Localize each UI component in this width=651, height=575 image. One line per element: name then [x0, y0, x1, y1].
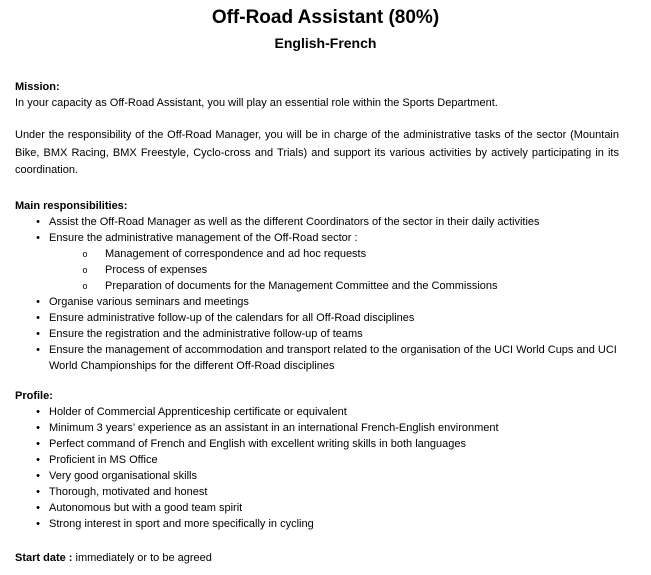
circle-bullet-icon: o — [82, 281, 88, 291]
mission-description — [15, 127, 619, 180]
bullet-icon: • — [36, 502, 40, 514]
list-item-text: Assist the Off-Road Manager as well as the different Coordinators of the sector in their daily activities — [49, 216, 540, 228]
profile-heading: Profile: — [15, 390, 53, 402]
start-date-label: Start date : — [15, 552, 73, 564]
bullet-icon: • — [36, 470, 40, 482]
list-item — [15, 420, 619, 436]
list-item-text: Perfect command of French and English with excellent writing skills in both languages — [49, 438, 466, 450]
list-item-text: Proficient in MS Office — [49, 454, 158, 466]
list-item-text: Autonomous but with a good team spirit — [49, 502, 243, 514]
list-item-text: Ensure the management of accommodation and transport related to the organisation of the UCI World Cups and UCI World Championships for the different Off-Road disciplines — [49, 344, 617, 372]
responsibilities-heading: Main responsibilities: — [15, 200, 128, 212]
list-item — [15, 326, 619, 342]
sub-list-item — [15, 262, 619, 278]
circle-bullet-icon: o — [82, 249, 88, 259]
list-item-text: Holder of Commercial Apprenticeship certificate or equivalent — [49, 406, 347, 418]
mission-heading: Mission: — [15, 81, 60, 93]
list-item — [15, 294, 619, 310]
list-item — [15, 468, 619, 484]
sub-list-item — [15, 246, 619, 262]
list-item-text: Very good organisational skills — [49, 470, 197, 482]
bullet-icon: • — [36, 422, 40, 434]
bullet-icon: • — [36, 406, 40, 418]
bullet-icon: • — [36, 216, 40, 228]
bullet-icon: • — [36, 312, 40, 324]
list-item-text: Ensure the registration and the administrative follow-up of teams — [49, 328, 363, 340]
profile-section — [15, 388, 619, 532]
list-item — [15, 342, 619, 374]
bullet-icon: • — [36, 486, 40, 498]
profile-list — [15, 404, 619, 532]
responsibilities-section — [15, 198, 619, 374]
list-item — [15, 500, 619, 516]
list-item — [15, 230, 619, 246]
list-item — [15, 452, 619, 468]
list-item — [15, 436, 619, 452]
sub-list-item-text: Management of correspondence and ad hoc requests — [105, 248, 367, 260]
bullet-icon: • — [36, 296, 40, 308]
start-date-section — [15, 550, 619, 566]
mission-section — [15, 79, 619, 111]
list-item — [15, 214, 619, 230]
list-item — [15, 404, 619, 420]
sub-list-item — [15, 278, 619, 294]
start-date-value: immediately or to be agreed — [72, 552, 212, 564]
list-item — [15, 484, 619, 500]
list-item-text: Ensure administrative follow-up of the calendars for all Off-Road disciplines — [49, 312, 415, 324]
bullet-icon: • — [36, 454, 40, 466]
list-item-text: Minimum 3 years’ experience as an assistant in an international French-English environment — [49, 422, 499, 434]
list-item — [15, 516, 619, 532]
page-title: Off-Road Assistant (80%) — [211, 7, 440, 28]
mission-text-1: In your capacity as Off-Road Assistant, you will play an essential role within the Sports Department. — [15, 97, 498, 109]
mission-text-2: Under the responsibility of the Off-Road Manager, you will be in charge of the administrative tasks of the sector (Mountain Bike, BMX Racing, BMX Freestyle, Cyclo-cross and Trials) and support its various activities by actively participating in its coordination. — [15, 129, 619, 176]
responsibilities-list — [15, 214, 619, 374]
sub-list-item-text: Preparation of documents for the Management Committee and the Commissions — [105, 280, 498, 292]
bullet-icon: • — [36, 232, 40, 244]
page-subtitle: English-French — [274, 35, 377, 51]
bullet-icon: • — [36, 438, 40, 450]
bullet-icon: • — [36, 328, 40, 340]
sub-list-item-text: Process of expenses — [105, 264, 208, 276]
bullet-icon: • — [36, 518, 40, 530]
list-item-text: Strong interest in sport and more specifically in cycling — [49, 518, 314, 530]
list-item-text: Ensure the administrative management of the Off-Road sector : — [49, 232, 358, 244]
list-item-text: Thorough, motivated and honest — [49, 486, 208, 498]
list-item — [15, 310, 619, 326]
circle-bullet-icon: o — [82, 265, 88, 275]
list-item-text: Organise various seminars and meetings — [49, 296, 249, 308]
bullet-icon: • — [36, 344, 40, 356]
